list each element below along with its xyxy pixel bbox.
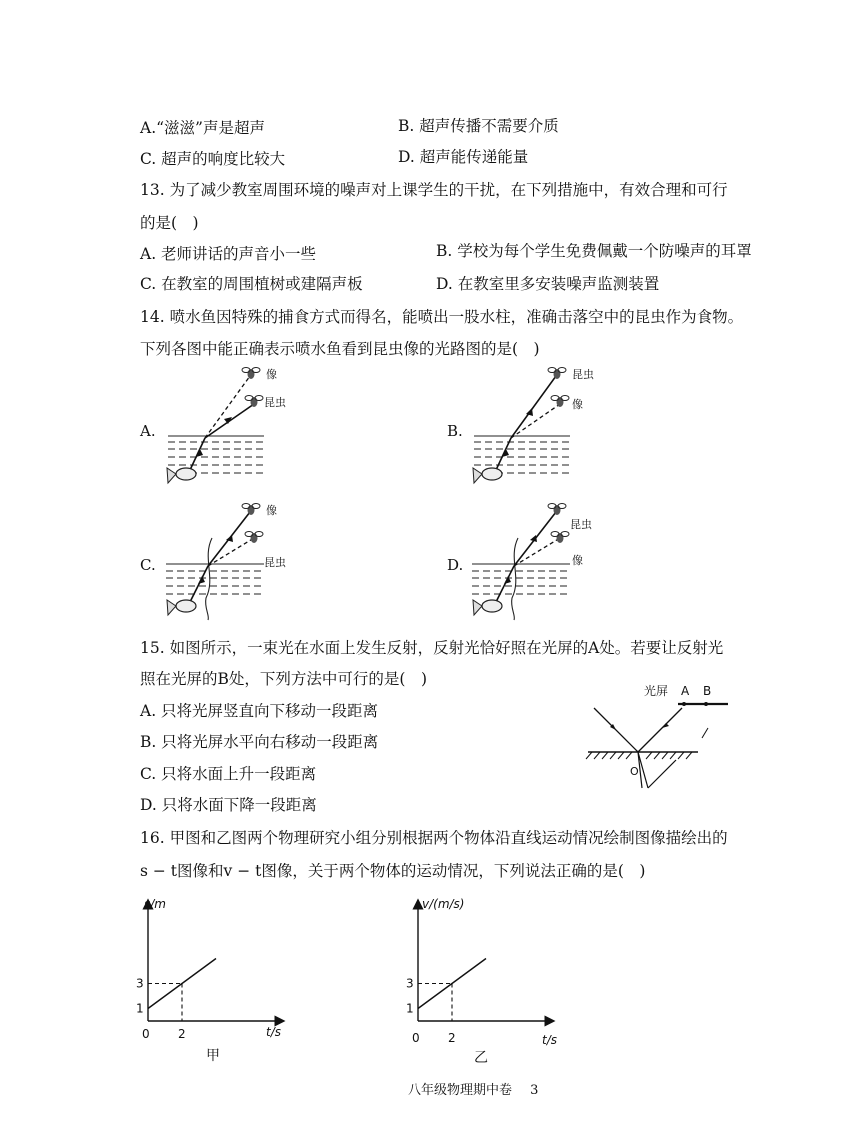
q15-point-a-label: A <box>681 684 690 698</box>
yi-ytick-1: 1 <box>406 1001 414 1016</box>
q14-b-insect-label: 昆虫 <box>572 368 594 381</box>
yi-origin-label: 0 <box>412 1031 420 1045</box>
q12-option-d: D. 超声能传递能量 <box>398 148 529 166</box>
q14-figure-d-label: D. <box>447 556 464 574</box>
q14-figure-d <box>466 498 592 633</box>
q12-option-b: B. 超声传播不需要介质 <box>398 117 559 135</box>
yi-ylabel: v/(m/s) <box>422 897 465 911</box>
footer-title: 八年级物理期中卷 <box>408 1083 513 1098</box>
page-number: 3 <box>530 1083 539 1098</box>
q15-option-b: B. 只将光屏水平向右移动一段距离 <box>140 733 379 751</box>
q14-figure-b-label: B. <box>447 422 463 440</box>
q13-stem-line2: 的是( ) <box>140 214 199 232</box>
q13-option-a: A. 老师讲话的声音小一些 <box>140 245 317 263</box>
jia-ytick-3: 3 <box>136 976 144 991</box>
jia-xlabel: t/s <box>266 1025 281 1039</box>
jia-origin-label: 0 <box>142 1027 150 1041</box>
q14-stem-line1: 14. 喷水鱼因特殊的捕食方式而得名，能喷出一股水柱，准确击落空中的昆虫作为食物。 <box>140 308 744 326</box>
q14-stem-line2: 下列各图中能正确表示喷水鱼看到昆虫像的光路图的是( ) <box>140 340 540 358</box>
yi-title: 乙 <box>474 1050 488 1066</box>
q15-stem-line2: 照在光屏的B处，下列方法中可行的是( ) <box>140 670 427 688</box>
q15-option-d: D. 只将水面下降一段距离 <box>140 796 317 814</box>
q14-c-insect-label: 昆虫 <box>264 556 286 569</box>
q14-figure-c <box>160 498 286 633</box>
jia-xtick-2: 2 <box>178 1027 186 1041</box>
q12-option-c: C. 超声的响度比较大 <box>140 150 286 168</box>
q16-stem-line2: s − t图像和v − t图像，关于两个物体的运动情况，下列说法正确的是( ) <box>140 862 646 880</box>
q14-d-insect-label: 昆虫 <box>570 518 592 531</box>
q14-figure-c-label: C. <box>140 556 156 574</box>
q14-a-insect-label: 昆虫 <box>264 396 286 409</box>
q15-option-a: A. 只将光屏竖直向下移动一段距离 <box>140 702 379 720</box>
q14-figure-a <box>160 362 286 497</box>
q14-c-image-label: 像 <box>266 504 277 517</box>
q14-b-image-label: 像 <box>572 398 583 411</box>
yi-xlabel: t/s <box>542 1033 557 1047</box>
q15-option-c: C. 只将水面上升一段距离 <box>140 765 317 783</box>
q13-option-d: D. 在教室里多安装噪声监测装置 <box>436 275 660 293</box>
q14-a-image-label: 像 <box>266 368 277 381</box>
jia-title: 甲 <box>206 1048 220 1064</box>
q16-stem-line1: 16. 甲图和乙图两个物理研究小组分别根据两个物体沿直线运动情况绘制图像描绘出的 <box>140 829 728 847</box>
yi-ytick-3: 3 <box>406 976 414 991</box>
q14-figure-b <box>466 362 594 497</box>
q13-option-c: C. 在教室的周围植树或建隔声板 <box>140 275 363 293</box>
q15-point-o-label: O <box>630 765 639 778</box>
q14-figure-a-label: A. <box>140 422 156 440</box>
q13-stem-line1: 13. 为了减少教室周围环境的噪声对上课学生的干扰，在下列措施中，有效合理和可行 <box>140 181 728 199</box>
q15-stem-line1: 15. 如图所示，一束光在水面上发生反射，反射光恰好照在光屏的A处。若要让反射光 <box>140 639 724 657</box>
q15-screen-label: 光屏 <box>644 684 669 698</box>
q14-d-image-label: 像 <box>572 554 583 567</box>
q15-figure <box>578 680 748 800</box>
jia-ytick-1: 1 <box>136 1001 144 1016</box>
q13-option-b: B. 学校为每个学生免费佩戴一个防噪声的耳罩 <box>436 242 752 260</box>
chart-s-t-jia <box>120 890 310 1070</box>
q15-point-b-label: B <box>703 684 712 698</box>
chart-v-t-yi <box>390 890 580 1070</box>
jia-ylabel: s/m <box>144 897 166 911</box>
yi-xtick-2: 2 <box>448 1031 456 1045</box>
q12-option-a: A.“滋滋”声是超声 <box>140 119 265 137</box>
